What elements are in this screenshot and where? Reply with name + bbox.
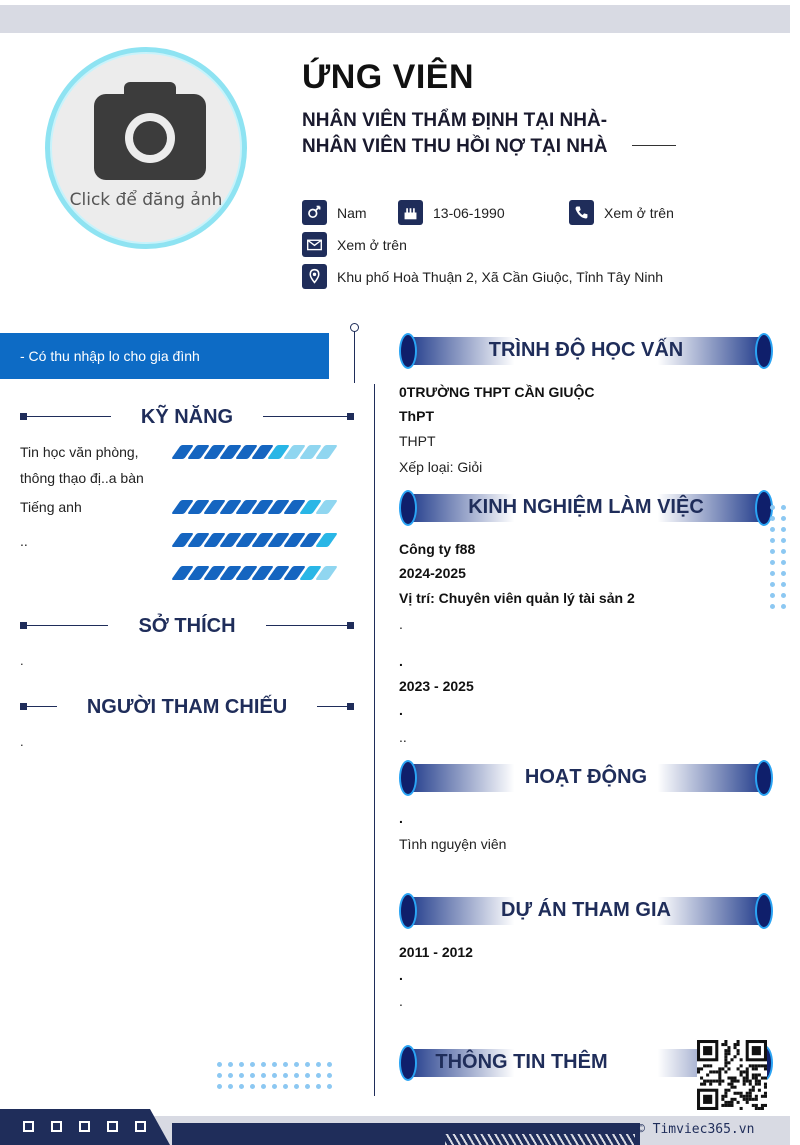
position-divider [632, 145, 676, 146]
experience-company: Công ty f88 [399, 541, 476, 557]
experience-detail-4: .. [399, 729, 407, 745]
location-pin-icon [302, 264, 327, 289]
address-value: Khu phố Hoà Thuận 2, Xã Cần Giuộc, Tỉnh Tây Ninh [337, 268, 664, 285]
qr-code-icon [697, 1040, 767, 1110]
projects-detail-1: . [399, 967, 403, 983]
education-heading [399, 333, 773, 369]
column-divider [374, 384, 375, 1096]
dot-grid-right [770, 505, 786, 609]
skill-1-level-bar [176, 445, 333, 459]
connector-line [354, 330, 355, 383]
activities-detail: . [399, 810, 403, 826]
references-title: NGƯỜI THAM CHIẾU [57, 696, 317, 718]
projects-heading [399, 893, 773, 929]
gender-row [302, 200, 367, 225]
education-title: TRÌNH ĐỘ HỌC VẤN [488, 339, 684, 361]
experience-detail-2: . [399, 653, 403, 669]
gender-icon [302, 200, 327, 225]
dot-grid-left [217, 1062, 332, 1089]
phone-value: Xem ở trên [604, 204, 674, 221]
more-info-title: THÔNG TIN THÊM [435, 1051, 608, 1073]
phone-icon [569, 200, 594, 225]
projects-title: DỰ ÁN THAM GIA [501, 899, 671, 921]
skill-2-level-bar [176, 500, 333, 514]
projects-period: 2011 - 2012 [399, 944, 473, 960]
education-major: THPT [399, 433, 436, 449]
skill-3-name: .. [20, 533, 28, 549]
experience-detail-3: . [399, 702, 403, 718]
footer-square-icon [107, 1121, 118, 1132]
activities-text: Tình nguyện viên [399, 836, 507, 852]
experience-detail-1: . [399, 616, 403, 632]
experience-heading [399, 490, 773, 526]
references-heading [20, 696, 354, 716]
projects-detail-2: . [399, 993, 403, 1009]
hobbies-text: . [20, 653, 24, 668]
footer-brand: © Timviec365.vn [637, 1122, 755, 1137]
education-level: ThPT [399, 408, 434, 424]
footer-square-icon [23, 1121, 34, 1132]
footer-square-icon [51, 1121, 62, 1132]
phone-row [569, 200, 674, 225]
email-icon [302, 232, 327, 257]
hobbies-title: SỞ THÍCH [108, 615, 265, 637]
candidate-name: ỨNG VIÊN [302, 58, 475, 96]
skill-3-level-bar [176, 533, 333, 547]
experience-period-1: 2024-2025 [399, 565, 466, 581]
skill-4-level-bar [176, 566, 333, 580]
email-value: Xem ở trên [337, 236, 407, 253]
address-row [302, 264, 663, 289]
birthday-value: 13-06-1990 [433, 204, 505, 221]
connector-dot [350, 323, 359, 332]
education-grade: Xếp loại: Giỏi [399, 459, 483, 475]
activities-title: HOẠT ĐỘNG [524, 766, 648, 788]
avatar-upload[interactable] [45, 47, 247, 249]
avatar-label: Click để đăng ảnh [69, 190, 223, 210]
footer-square-icon [135, 1121, 146, 1132]
skill-1-name: Tin học văn phòng, thông thạo đị..a bàn [20, 444, 144, 486]
email-row [302, 232, 407, 257]
activities-heading [399, 760, 773, 796]
skill-2-name: Tiếng anh [20, 499, 82, 515]
career-objective: - Có thu nhập lo cho gia đình [0, 333, 329, 379]
birthday-cake-icon [398, 200, 423, 225]
experience-period-2: 2023 - 2025 [399, 678, 474, 694]
skills-title: KỸ NĂNG [111, 406, 263, 428]
gender-value: Nam [337, 204, 367, 221]
references-text: . [20, 734, 24, 749]
experience-title: KINH NGHIỆM LÀM VIỆC [468, 496, 704, 518]
education-school: 0TRƯỜNG THPT CẦN GIUỘC [399, 384, 595, 400]
birthday-row [398, 200, 505, 225]
desired-position: NHÂN VIÊN THẨM ĐỊNH TẠI NHÀ-NHÂN VIÊN THU HỒI NỢ TẠI NHÀ [302, 110, 608, 157]
experience-role: Vị trí: Chuyên viên quản lý tài sản 2 [399, 590, 635, 606]
camera-icon [94, 82, 206, 180]
hobbies-heading [20, 615, 354, 635]
bottom-hatch [445, 1134, 635, 1145]
top-band [0, 5, 790, 33]
footer-square-icon [79, 1121, 90, 1132]
skills-heading [20, 406, 354, 426]
